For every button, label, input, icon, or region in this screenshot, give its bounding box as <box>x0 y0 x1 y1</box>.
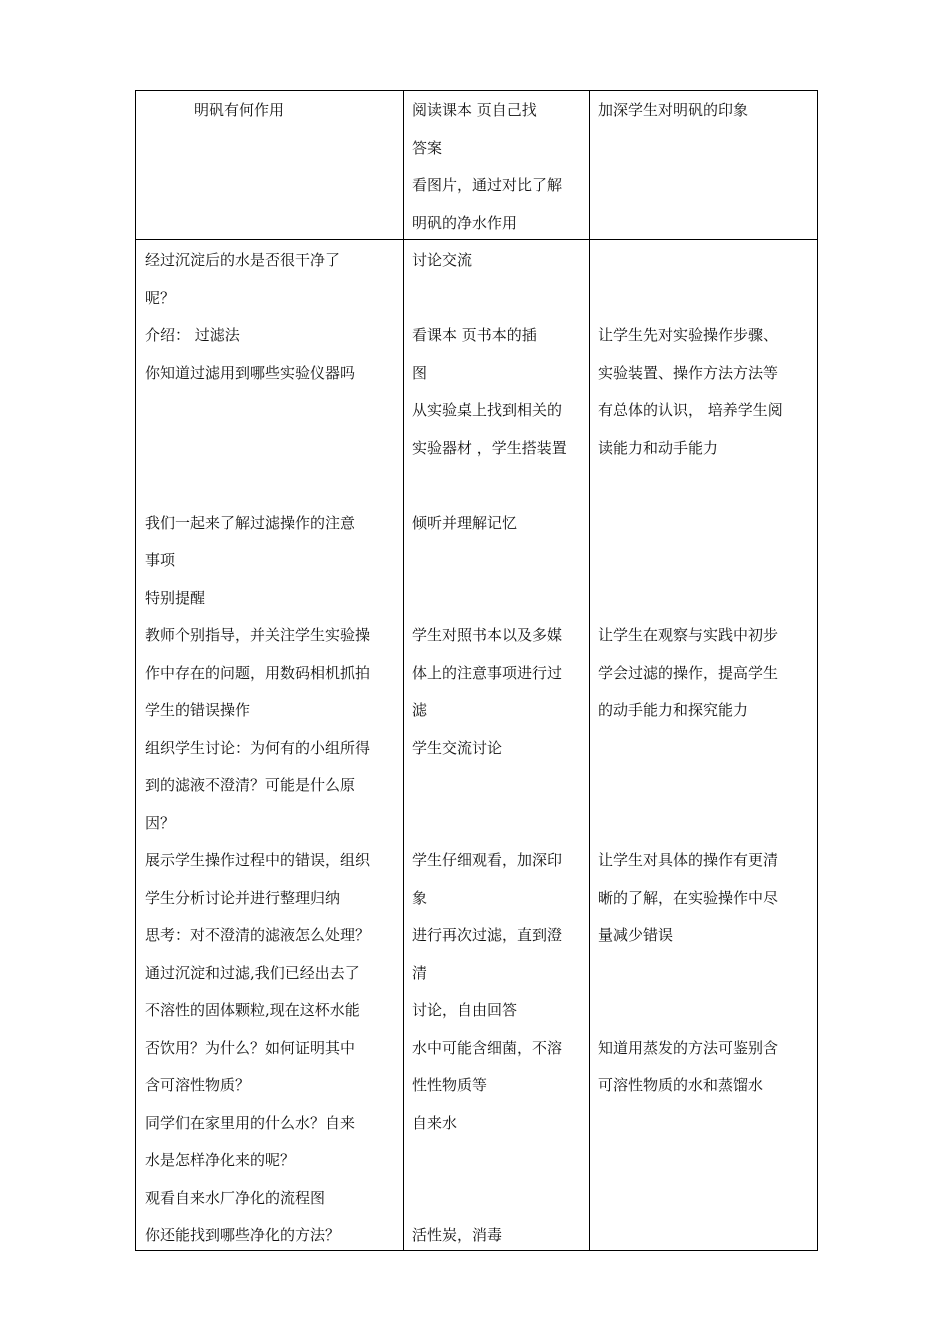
cell-line: 明矾有何作用 <box>194 101 285 119</box>
cell-line: 图 <box>412 363 428 382</box>
cell-line: 通过沉淀和过滤,我们已经出去了 <box>145 963 360 982</box>
column-divider-2 <box>589 90 590 1251</box>
cell-line: 学生分析讨论并进行整理归纳 <box>145 888 341 907</box>
row1-purpose-cell <box>598 92 748 130</box>
cell-line <box>412 467 582 505</box>
table-border-right <box>817 90 818 1251</box>
cell-line: 进行再次过滤，直到澄 <box>412 926 563 944</box>
table-border-top <box>135 90 818 91</box>
cell-line <box>145 430 399 468</box>
cell-line: 学生交流讨论 <box>412 738 503 757</box>
cell-line: 学生对照书本以及多媒 <box>412 626 563 644</box>
cell-line <box>145 467 399 505</box>
cell-line: 自来水 <box>412 1113 458 1132</box>
cell-line: 否饮用？为什么？如何证明其中 <box>145 1038 356 1057</box>
cell-line: 从实验桌上找到相关的 <box>412 401 563 419</box>
cell-line: 让学生在观察与实践中初步 <box>598 626 779 644</box>
cell-line: 你知道过滤用到哪些实验仪器吗 <box>145 363 356 382</box>
cell-line: 同学们在家里用的什么水？自来 <box>145 1113 356 1132</box>
cell-line: 作中存在的问题，用数码相机抓拍 <box>145 663 371 682</box>
cell-line: 有总体的认识， 培养学生阅 <box>598 401 783 419</box>
cell-line: 学生仔细观看，加深印 <box>412 851 563 869</box>
cell-line: 因？ <box>145 813 176 832</box>
cell-line <box>598 992 813 1030</box>
cell-line: 到的滤液不澄清？可能是什么原 <box>145 776 356 794</box>
cell-line: 讨论交流 <box>412 251 473 269</box>
cell-line: 可溶性物质的水和蒸馏水 <box>598 1076 764 1094</box>
cell-line: 的动手能力和探究能力 <box>598 701 749 719</box>
cell-line: 特别提醒 <box>145 588 206 607</box>
row1-student-cell <box>412 92 582 242</box>
cell-line: 实验装置、操作方法方法等 <box>598 363 779 382</box>
cell-line <box>412 767 582 805</box>
cell-line: 不溶性的固体颗粒,现在这杯水能 <box>145 1001 360 1019</box>
cell-line <box>598 542 813 580</box>
cell-line: 看课本 页书本的插 <box>412 326 537 344</box>
cell-line <box>412 1142 582 1180</box>
cell-line: 教师个别指导，并关注学生实验操 <box>145 626 371 644</box>
cell-line: 读能力和动手能力 <box>598 438 719 457</box>
cell-line <box>598 805 813 843</box>
cell-line: 你还能找到哪些净化的方法？ <box>145 1226 341 1244</box>
cell-line: 性性物质等 <box>412 1076 488 1094</box>
cell-line <box>598 280 813 318</box>
cell-line <box>412 805 582 843</box>
cell-line <box>412 580 582 618</box>
cell-line: 加深学生对明矾的印象 <box>598 101 749 119</box>
cell-line <box>598 505 813 543</box>
cell-line <box>412 542 582 580</box>
cell-line: 阅读课本 页自己找 <box>412 101 537 119</box>
cell-line: 含可溶性物质？ <box>145 1076 251 1094</box>
column-divider-1 <box>403 90 404 1251</box>
cell-line: 水中可能含细菌，不溶 <box>412 1038 563 1057</box>
cell-line: 讨论，自由回答 <box>412 1001 518 1019</box>
cell-line: 呢？ <box>145 288 176 307</box>
cell-line: 学生的错误操作 <box>145 701 251 719</box>
cell-line <box>598 242 813 280</box>
cell-line <box>598 955 813 993</box>
cell-line: 体上的注意事项进行过 <box>412 663 563 682</box>
cell-line <box>598 730 813 768</box>
cell-line: 知道用蒸发的方法可鉴别含 <box>598 1038 779 1057</box>
cell-line: 量减少错误 <box>598 926 674 944</box>
cell-line: 倾听并理解记忆 <box>412 513 518 532</box>
row1-teacher-cell <box>194 92 284 130</box>
cell-line: 组织学生讨论：为何有的小组所得 <box>145 738 371 757</box>
cell-line: 看图片，通过对比了解 <box>412 176 563 194</box>
cell-line: 让学生对具体的操作有更清 <box>598 851 779 869</box>
cell-line: 晰的了解，在实验操作中尽 <box>598 888 779 907</box>
cell-line: 思考：对不澄清的滤液怎么处理？ <box>145 926 371 944</box>
cell-line: 让学生先对实验操作步骤、 <box>598 326 779 344</box>
row2-student-cell <box>412 242 582 1255</box>
row2-purpose-cell <box>598 242 813 1105</box>
cell-line: 活性炭，消毒 <box>412 1226 503 1244</box>
cell-line: 我们一起来了解过滤操作的注意 <box>145 513 356 532</box>
cell-line: 滤 <box>412 701 428 719</box>
cell-line <box>412 1180 582 1218</box>
cell-line: 水是怎样净化来的呢？ <box>145 1151 296 1169</box>
cell-line <box>598 467 813 505</box>
cell-line: 答案 <box>412 138 443 157</box>
cell-line: 经过沉淀后的水是否很干净了 <box>145 251 341 269</box>
cell-line: 介绍： 过滤法 <box>145 326 240 344</box>
cell-line: 事项 <box>145 551 176 569</box>
cell-line <box>145 392 399 430</box>
cell-line: 象 <box>412 888 428 907</box>
cell-line: 清 <box>412 963 428 982</box>
cell-line: 实验器材 ，学生搭装置 <box>412 438 567 457</box>
lesson-table <box>135 90 818 1251</box>
cell-line <box>598 767 813 805</box>
cell-line <box>598 580 813 618</box>
row2-teacher-cell <box>145 242 399 1255</box>
cell-line: 展示学生操作过程中的错误，组织 <box>145 851 371 869</box>
cell-line: 学会过滤的操作，提高学生 <box>598 663 779 682</box>
table-border-left <box>135 90 136 1251</box>
cell-line <box>412 280 582 318</box>
cell-line: 明矾的净水作用 <box>412 213 518 232</box>
cell-line: 观看自来水厂净化的流程图 <box>145 1188 326 1207</box>
